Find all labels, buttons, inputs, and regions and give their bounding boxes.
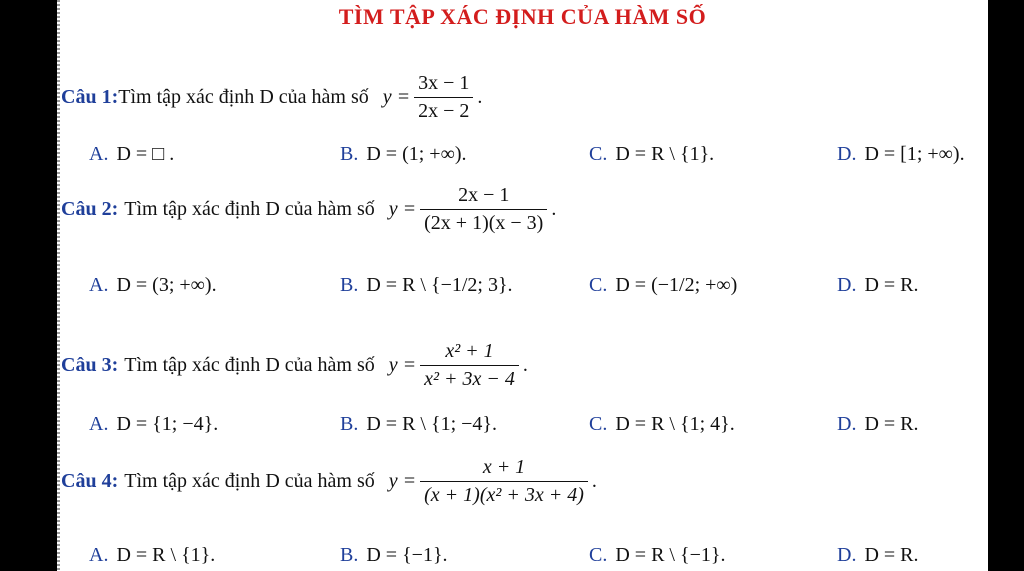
option-label: B. [340,544,359,566]
option-4a[interactable] [89,544,215,567]
question-2 [61,184,556,235]
question-label: Câu 1: [61,86,119,108]
function-expression: y = $\frac{2x - 1}{(2x + 1)(x - 3)}$ . [388,184,557,234]
document-page [57,0,988,571]
function-lhs: y = [388,470,417,492]
fraction [420,456,588,507]
option-value: D = {−1}. [366,544,448,566]
option-label: C. [589,274,608,296]
page-left-edge [57,0,60,571]
question-text-2: của hàm số [284,354,375,376]
question-text-2: của hàm số [284,198,375,220]
option-value: D = R \ {1}. [615,143,715,165]
fraction [420,340,519,391]
option-label: C. [589,544,608,566]
denominator: x² + 3x − 4 [420,365,519,391]
option-value: D = R \ {1; −4}. [366,413,497,435]
domain-variable: D [265,470,280,492]
option-value: D = R \ {−1}. [615,544,726,566]
question-label: Câu 2: [61,198,119,220]
numerator: x² + 1 [445,340,494,362]
function-lhs: y = [388,198,417,220]
numerator: 3x − 1 [418,72,470,94]
option-1a[interactable] [89,143,174,166]
function-expression: y = $\frac{3x - 1}{2x - 2}$ . [382,72,483,122]
option-1b[interactable] [340,143,466,166]
question-text: Tìm tập xác định [124,354,261,376]
option-value: D = □ . [116,143,175,165]
fraction [414,72,473,123]
option-1d[interactable] [837,143,965,166]
option-label: B. [340,274,359,296]
option-value: D = R \ {1}. [116,544,216,566]
option-2d[interactable] [837,274,919,297]
denominator: (x + 1)(x² + 3x + 4) [420,481,588,507]
option-label: A. [89,544,109,566]
option-label: D. [837,413,857,435]
function-lhs: y = [382,86,411,108]
option-4d[interactable] [837,544,919,567]
option-label: A. [89,413,109,435]
numerator: 2x − 1 [458,184,510,206]
question-text: Tìm tập xác định [118,86,255,108]
question-text: Tìm tập xác định [124,198,261,220]
question-text: Tìm tập xác định [124,470,261,492]
page-title: TÌM TẬP XÁC ĐỊNH CỦA HÀM SỐ [338,4,707,29]
function-expression: y = $\frac{x + 1}{\text{(x + 1)(x² + 3x + 4)}}$ . [388,456,597,506]
denominator: (2x + 1)(x − 3) [420,209,547,235]
function-lhs: y = [388,354,417,376]
option-label: A. [89,143,109,165]
function-expression: y = $\frac{\text{x² + 1}}{\text{x² + 3x − 4}}$ . [388,340,528,390]
option-4b[interactable] [340,544,448,567]
numerator: x + 1 [482,456,526,478]
option-1c[interactable] [589,143,714,166]
option-value: D = [1; +∞). [864,143,965,165]
option-label: D. [837,274,857,296]
fraction [420,184,547,235]
option-label: B. [340,413,359,435]
option-value: D = {1; −4}. [116,413,219,435]
option-label: C. [589,143,608,165]
question-label: Câu 4: [61,470,119,492]
option-value: D = R \ {−1/2; 3}. [366,274,513,296]
option-label: B. [340,143,359,165]
question-text-2: của hàm số [278,86,369,108]
option-value: D = R \ {1; 4}. [615,413,735,435]
option-label: A. [89,274,109,296]
option-label: D. [837,544,857,566]
option-3d[interactable] [837,413,919,436]
option-3b[interactable] [340,413,497,436]
option-value: D = R. [864,274,919,296]
option-2b[interactable] [340,274,513,297]
option-label: C. [589,413,608,435]
option-value: D = (1; +∞). [366,143,467,165]
domain-variable: D [259,86,274,108]
domain-variable: D [265,354,280,376]
option-value: D = R. [864,413,919,435]
option-2a[interactable] [89,274,217,297]
question-3 [61,340,528,391]
question-1 [61,72,482,123]
option-3a[interactable] [89,413,218,436]
option-2c[interactable] [589,274,737,297]
option-label: D. [837,143,857,165]
option-3c[interactable] [589,413,735,436]
domain-variable: D [265,198,280,220]
question-text-2: của hàm số [284,470,375,492]
denominator: 2x − 2 [414,97,473,123]
question-label: Câu 3: [61,354,119,376]
option-value: D = (3; +∞). [116,274,217,296]
option-value: D = (−1/2; +∞) [615,274,738,296]
question-4 [61,456,597,507]
option-4c[interactable] [589,544,725,567]
option-value: D = R. [864,544,919,566]
